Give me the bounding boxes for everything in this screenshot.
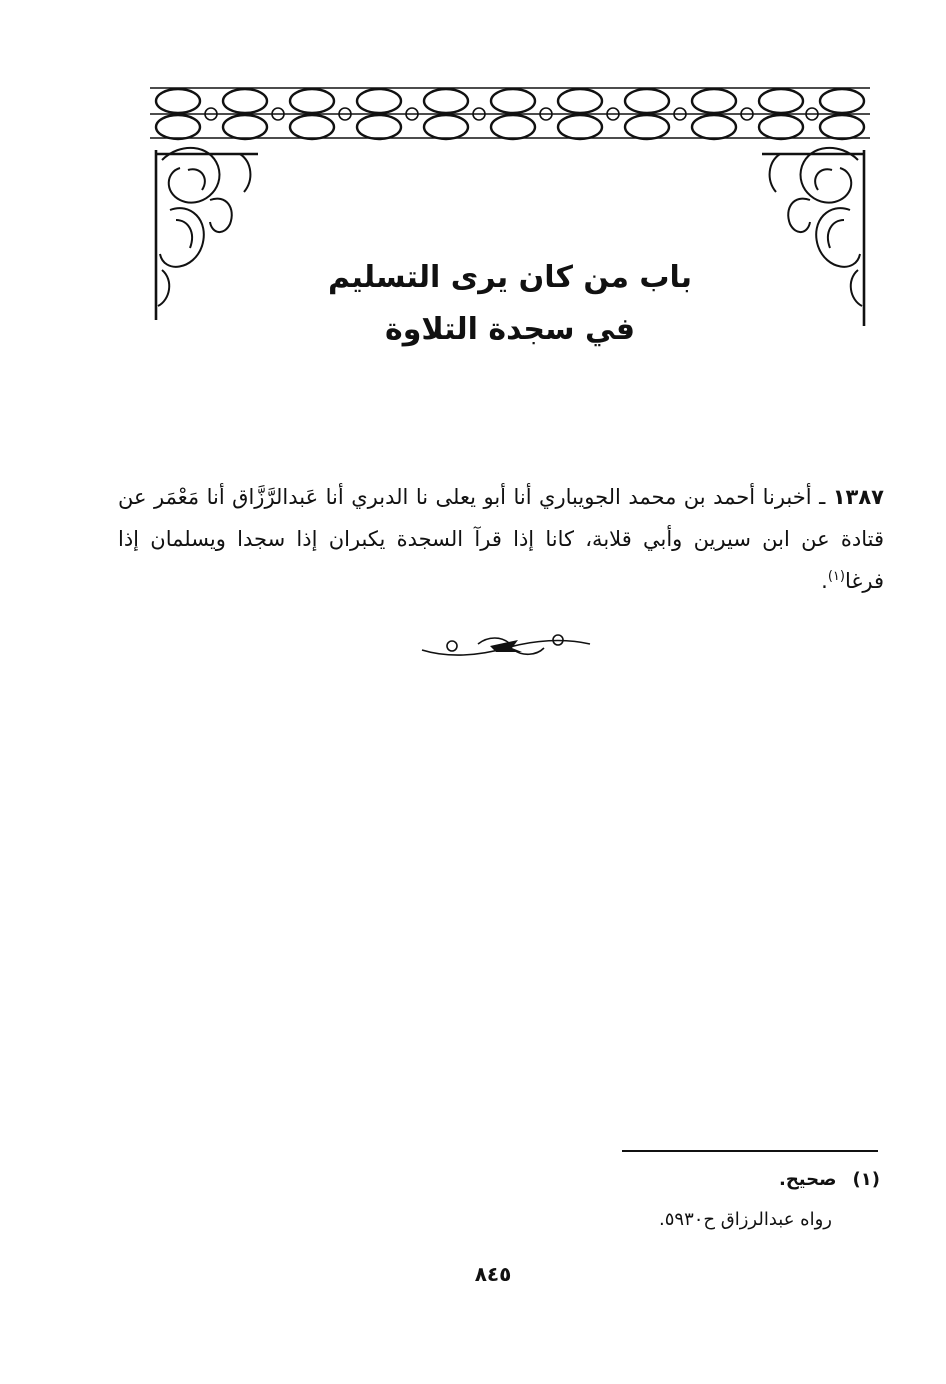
frame-chain-pattern [150, 88, 870, 139]
footnote-reference: (١) [827, 569, 845, 584]
footnotes-section [520, 1160, 880, 1240]
chapter-title-line-2: في سجدة التلاوة [385, 312, 635, 347]
footnote-divider [622, 1150, 878, 1152]
corner-ornament-left [158, 148, 250, 306]
chapter-title-line-1: باب من كان يرى التسليم [327, 260, 693, 295]
hadith-paragraph [118, 476, 884, 602]
hadith-number: ١٣٨٧ [832, 485, 884, 509]
hadith-text: أخبرنا أحمد بن محمد الجويباري أنا أبو يعلى نا الدبري أنا عَبدالرَّزَّاق أنا مَعْمَر عن قتادة عن ابن سيرين وأبي قلابة، كانا إذا قرآ السجدة يكبران إذا سجدا ويسلمان إذا فرغا [118, 485, 884, 593]
hadith-end-punctuation: . [821, 569, 828, 593]
chapter-title [300, 252, 720, 356]
footnote-1-line [520, 1160, 880, 1200]
flourish-divider-icon [418, 628, 594, 662]
footnote-source-line: رواه عبدالرزاق ح٥٩٣٠. [659, 1209, 832, 1230]
page-number: ٨٤٥ [474, 1262, 512, 1286]
hadith-separator: ـ [811, 485, 833, 509]
footnote-marker: (١) [852, 1169, 880, 1190]
corner-ornament-right [770, 148, 862, 306]
footnote-grade: صحيح. [779, 1169, 837, 1190]
